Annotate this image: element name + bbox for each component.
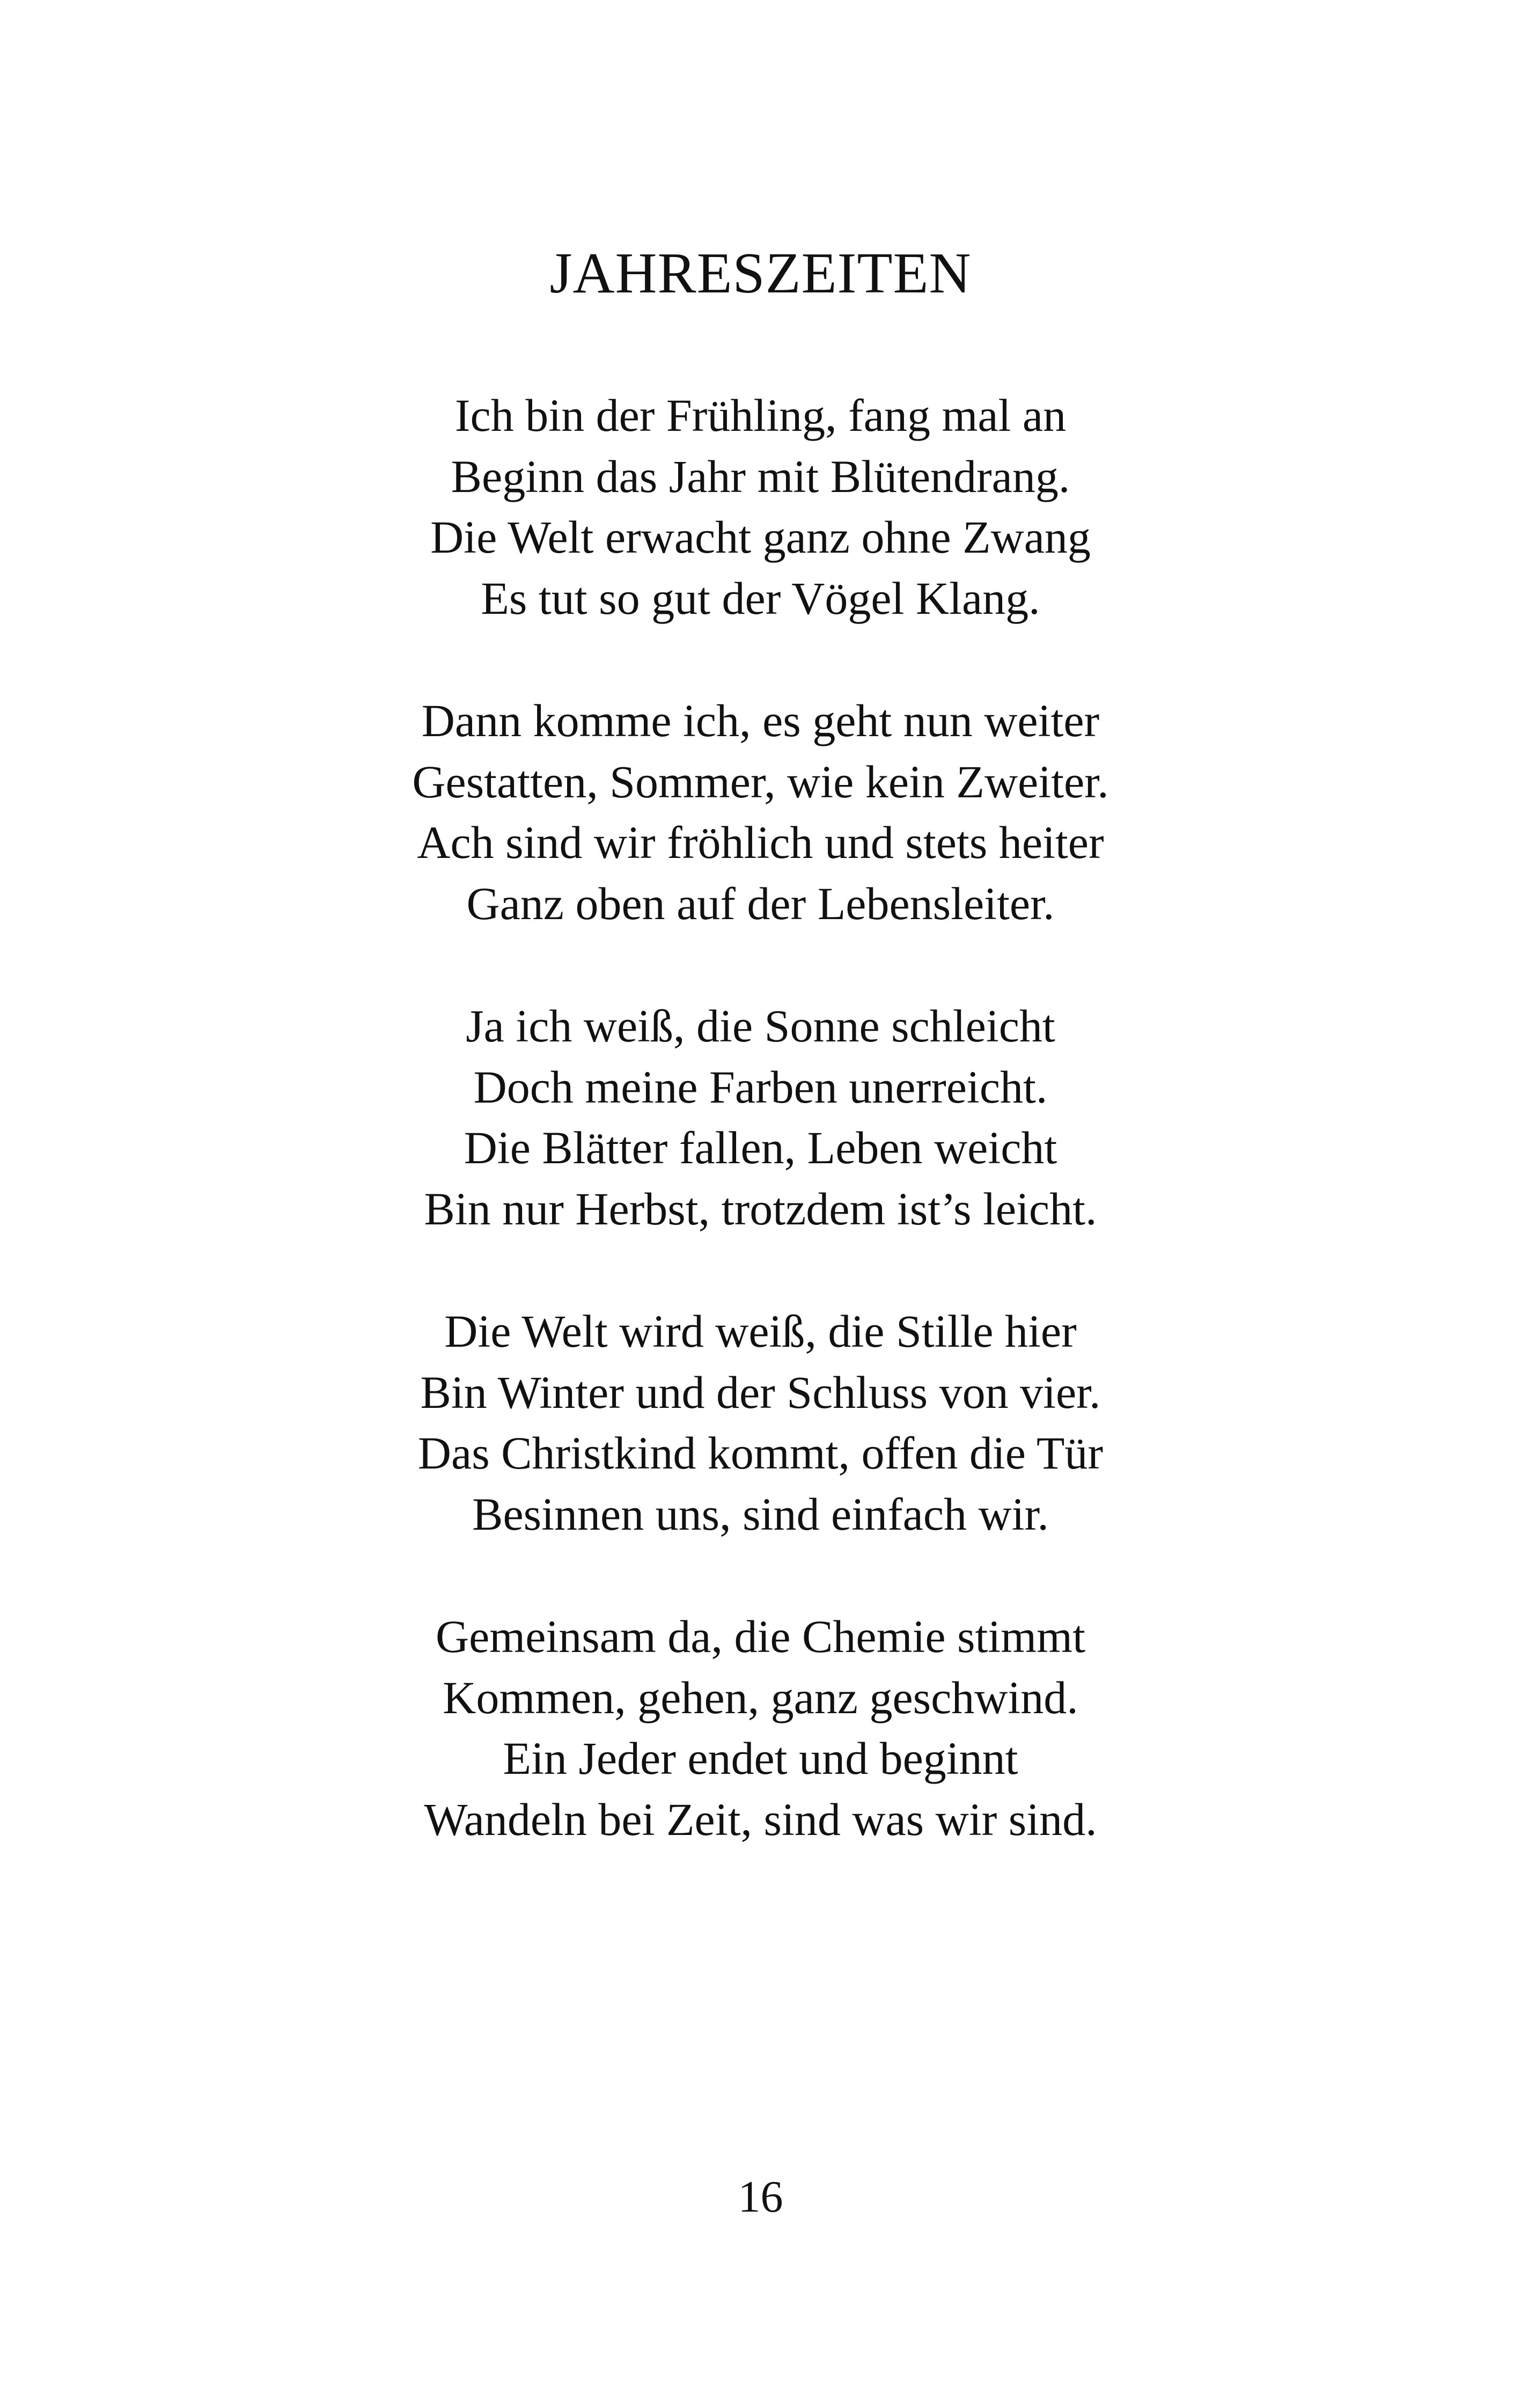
verse-line: Kommen, gehen, ganz geschwind.: [443, 1671, 1078, 1723]
verse-line: Die Welt wird weiß, die Stille hier: [444, 1305, 1077, 1357]
stanza-winter: [0, 1301, 1521, 1545]
verse-line: Gemeinsam da, die Chemie stimmt: [436, 1611, 1085, 1662]
verse-line: Es tut so gut der Vögel Klang.: [481, 572, 1040, 624]
verse-line: Ach sind wir fröhlich und stets heiter: [417, 817, 1104, 868]
stanza-autumn: [0, 996, 1521, 1239]
verse-line: Beginn das Jahr mit Blütendrang.: [451, 450, 1070, 502]
stanza-cycle: [0, 1606, 1521, 1850]
verse-line: Die Welt erwacht ganz ohne Zwang: [430, 511, 1091, 563]
stanza-spring: [0, 385, 1521, 629]
verse-line: Besinnen uns, sind einfach wir.: [472, 1488, 1049, 1540]
verse-line: Ganz oben auf der Lebensleiter.: [466, 877, 1055, 929]
verse-line: Bin Winter und der Schluss von vier.: [420, 1366, 1101, 1418]
verse-line: Gestatten, Sommer, wie kein Zweiter.: [412, 755, 1109, 807]
verse-line: Ich bin der Frühling, fang mal an: [454, 390, 1067, 441]
verse-line: Das Christkind kommt, offen die Tür: [417, 1427, 1104, 1479]
verse-line: Ein Jeder endet und beginnt: [503, 1732, 1018, 1784]
verse-line: Dann komme ich, es geht nun weiter: [421, 695, 1100, 746]
verse-line: Die Blätter fallen, Leben weicht: [464, 1122, 1057, 1173]
verse-line: Wandeln bei Zeit, sind was wir sind.: [424, 1793, 1097, 1845]
page-number: 16: [738, 2172, 783, 2222]
poem-title: JAHRESZEITEN: [549, 241, 972, 305]
verse-line: Doch meine Farben unerreicht.: [473, 1061, 1048, 1113]
verse-line: Bin nur Herbst, trotzdem ist’s leicht.: [424, 1183, 1097, 1235]
stanza-summer: [0, 691, 1521, 934]
verse-line: Ja ich weiß, die Sonne schleicht: [466, 1000, 1055, 1052]
poem-body: [0, 385, 1521, 1912]
